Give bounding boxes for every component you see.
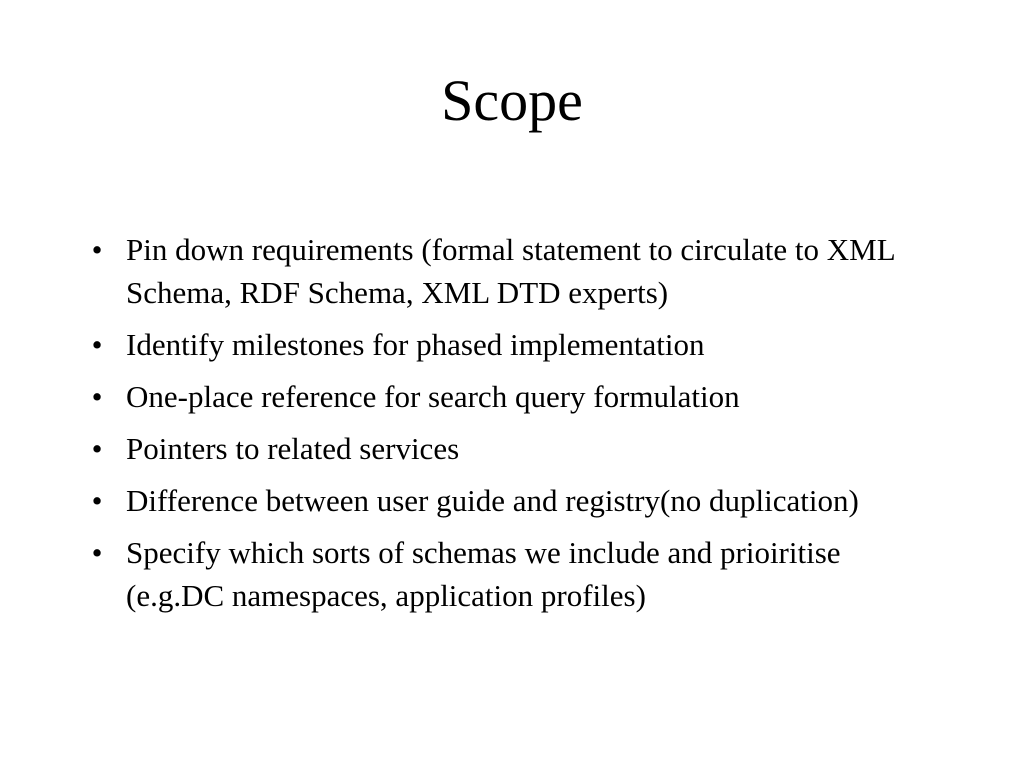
bullet-list bbox=[84, 228, 944, 626]
bullet-marker: • bbox=[91, 431, 103, 466]
slide-title: Scope bbox=[441, 68, 583, 133]
bullet-item-requirements bbox=[84, 228, 944, 314]
bullet-marker: • bbox=[91, 483, 103, 518]
bullet-text: Identify milestones for phased implementation bbox=[126, 327, 705, 362]
bullet-marker: • bbox=[91, 327, 103, 362]
bullet-item-reference bbox=[84, 375, 944, 418]
bullet-marker: • bbox=[91, 379, 103, 414]
bullet-item-pointers bbox=[84, 427, 944, 470]
bullet-item-difference bbox=[84, 479, 944, 522]
bullet-text: Difference between user guide and registry(no duplication) bbox=[126, 483, 859, 518]
bullet-text: Pointers to related services bbox=[126, 431, 460, 466]
bullet-marker: • bbox=[91, 535, 103, 570]
bullet-text: Pin down requirements (formal statement to circulate to XML Schema, RDF Schema, XML DTD experts) bbox=[126, 232, 895, 310]
bullet-item-schemas bbox=[84, 531, 944, 617]
bullet-item-milestones bbox=[84, 323, 944, 366]
bullet-text: One-place reference for search query formulation bbox=[126, 379, 740, 414]
bullet-marker: • bbox=[91, 232, 103, 267]
bullet-text: Specify which sorts of schemas we include and prioiritise (e.g.DC namespaces, application profiles) bbox=[126, 535, 841, 613]
